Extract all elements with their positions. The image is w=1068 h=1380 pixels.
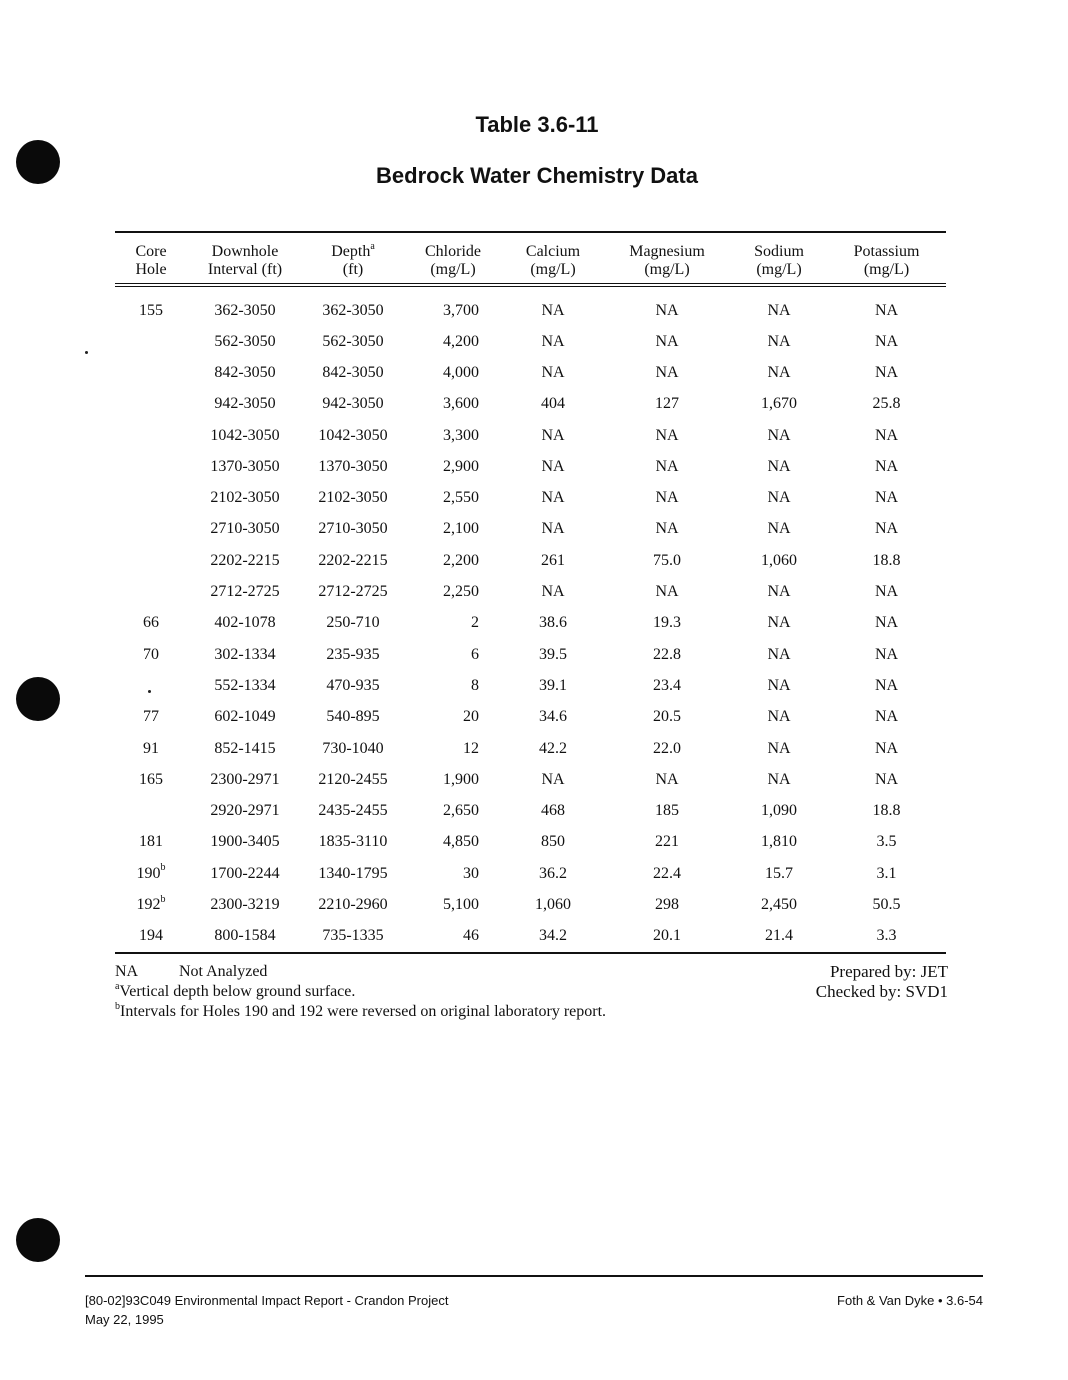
- column-header: [731, 232, 827, 285]
- cell-sodium: NA: [767, 363, 791, 381]
- column-header-line1: Potassium: [853, 243, 920, 260]
- cell-calcium: NA: [541, 363, 565, 381]
- cell-depth: 2202-2215: [318, 551, 388, 569]
- column-header-line1: Depth: [331, 243, 371, 260]
- cell-calcium: 34.6: [539, 708, 567, 726]
- column-header: [303, 232, 403, 285]
- cell-core-hole: [115, 420, 187, 451]
- column-header-line2: (ft): [342, 261, 364, 278]
- cell-sodium: 2,450: [761, 895, 797, 913]
- cell-core-hole: [115, 451, 187, 482]
- column-header-line1: Chloride: [425, 243, 481, 260]
- cell-magnesium: 20.1: [603, 921, 731, 953]
- cell-depth: 235-935: [326, 645, 380, 663]
- core-hole-value: 190: [136, 864, 161, 882]
- cell-potassium: 18.8: [872, 551, 901, 569]
- cell-sodium: NA: [767, 645, 791, 663]
- cell-potassium: NA: [874, 520, 899, 538]
- cell-magnesium: NA: [655, 520, 679, 538]
- cell-interval: 2920-2971: [210, 802, 280, 820]
- cell-calcium: 38.6: [539, 614, 567, 632]
- cell-core-hole: [115, 858, 187, 889]
- cell-chloride: 3,700: [443, 301, 479, 319]
- cell-potassium: NA: [874, 676, 899, 694]
- cell-interval: 302-1334: [214, 645, 276, 663]
- cell-interval: 2712-2725: [210, 583, 280, 601]
- cell-core-hole: [115, 514, 187, 545]
- cell-potassium: 25.8: [872, 395, 901, 413]
- cell-sodium: NA: [767, 489, 791, 507]
- table-row: [115, 285, 946, 326]
- cell-interval: 1042-3050: [210, 426, 280, 444]
- cell-sodium: NA: [767, 614, 791, 632]
- cell-chloride: 3,300: [443, 426, 479, 444]
- cell-potassium: NA: [874, 457, 899, 475]
- column-header: [603, 232, 731, 285]
- table-row: [115, 889, 946, 920]
- cell-depth: 942-3050: [322, 395, 384, 413]
- cell-depth: 1370-3050: [318, 457, 388, 475]
- table-row: [115, 608, 946, 639]
- cell-magnesium: 127: [655, 395, 679, 413]
- cell-depth: 842-3050: [322, 363, 384, 381]
- cell-chloride: 2: [471, 614, 479, 632]
- cell-interval: 602-1049: [214, 708, 276, 726]
- core-hole-value: 155: [139, 301, 163, 319]
- note-b-mark: b: [115, 1000, 120, 1012]
- cell-calcium: 261: [541, 551, 565, 569]
- column-header: [187, 232, 303, 285]
- cell-depth: 540-895: [326, 708, 380, 726]
- cell-core-hole: [115, 827, 187, 858]
- signoff-block: [816, 962, 948, 1002]
- cell-core-hole: [115, 702, 187, 733]
- column-header: [403, 232, 503, 285]
- table-row: [115, 921, 946, 953]
- cell-sodium: NA: [767, 770, 791, 788]
- cell-sodium: NA: [767, 676, 791, 694]
- cell-depth: 730-1040: [322, 739, 384, 757]
- cell-calcium: NA: [541, 426, 565, 444]
- column-header-line1: Downhole: [211, 243, 279, 260]
- note-a-text: Vertical depth below ground surface.: [119, 983, 356, 1000]
- cell-potassium: NA: [874, 426, 899, 444]
- cell-chloride: 8: [471, 676, 479, 694]
- cell-potassium: NA: [874, 708, 899, 726]
- table-row: [115, 858, 946, 889]
- cell-interval: 1370-3050: [210, 457, 280, 475]
- core-hole-value: 194: [139, 927, 163, 945]
- table-row: [115, 357, 946, 388]
- cell-depth: 1042-3050: [318, 426, 388, 444]
- cell-magnesium: NA: [655, 363, 679, 381]
- cell-interval: 562-3050: [214, 332, 276, 350]
- cell-interval: 852-1415: [214, 739, 276, 757]
- cell-chloride: 20: [463, 708, 479, 726]
- table-row: [115, 482, 946, 513]
- cell-potassium: NA: [874, 583, 899, 601]
- table-row: [115, 545, 946, 576]
- cell-potassium: NA: [874, 363, 899, 381]
- footer-left: [85, 1291, 448, 1329]
- table-subtitle: Bedrock Water Chemistry Data: [376, 163, 698, 188]
- cell-calcium: NA: [541, 520, 565, 538]
- cell-potassium: NA: [874, 739, 899, 757]
- cell-sodium: 15.7: [765, 864, 793, 882]
- cell-depth: 562-3050: [322, 332, 384, 350]
- cell-depth: 1835-3110: [318, 833, 388, 851]
- cell-calcium: 39.1: [539, 676, 567, 694]
- table-notes: [115, 962, 606, 1022]
- cell-core-hole: [115, 764, 187, 795]
- cell-depth: 362-3050: [322, 301, 384, 319]
- cell-magnesium: 22.8: [653, 645, 681, 663]
- cell-chloride: 2,100: [443, 520, 479, 538]
- cell-magnesium: NA: [655, 301, 679, 319]
- cell-core-hole: [115, 576, 187, 607]
- table-row: [115, 670, 946, 701]
- column-header-line2: Hole: [135, 261, 167, 278]
- footer-date: May 22, 1995: [85, 1312, 164, 1327]
- cell-core-hole: [115, 357, 187, 388]
- cell-calcium: NA: [541, 489, 565, 507]
- cell-potassium: 3.1: [876, 864, 897, 882]
- cell-potassium: NA: [874, 301, 899, 319]
- core-hole-footnote-mark: b: [160, 893, 166, 905]
- cell-chloride: 1,900: [443, 770, 479, 788]
- prepared-by: Prepared by: JET: [829, 962, 948, 981]
- cell-sodium: 1,060: [761, 551, 797, 569]
- column-header-line2: (mg/L): [644, 261, 690, 278]
- cell-chloride: 5,100: [443, 895, 479, 913]
- column-header-line1: Sodium: [754, 243, 804, 260]
- cell-interval: 2102-3050: [210, 489, 280, 507]
- punch-hole-middle: [16, 677, 60, 721]
- cell-sodium: NA: [767, 301, 791, 319]
- cell-depth: 735-1335: [303, 921, 403, 953]
- cell-potassium: NA: [874, 645, 899, 663]
- cell-depth: 250-710: [326, 614, 380, 632]
- cell-depth: 2710-3050: [318, 520, 388, 538]
- cell-calcium: 39.5: [539, 645, 567, 663]
- table-header-row: [115, 232, 946, 285]
- note-a-mark: a: [115, 980, 120, 992]
- cell-potassium: NA: [874, 770, 899, 788]
- cell-depth: 470-935: [326, 676, 380, 694]
- cell-depth: 2435-2455: [318, 802, 388, 820]
- cell-interval: 402-1078: [214, 614, 276, 632]
- cell-sodium: 1,670: [761, 395, 797, 413]
- core-hole-value: 77: [143, 708, 159, 726]
- cell-interval: 2710-3050: [210, 520, 280, 538]
- cell-interval: 2202-2215: [210, 551, 280, 569]
- punch-hole-bottom: [16, 1218, 60, 1262]
- cell-magnesium: 22.0: [653, 739, 681, 757]
- cell-magnesium: NA: [655, 770, 679, 788]
- cell-sodium: NA: [767, 520, 791, 538]
- column-header-line1: Calcium: [525, 243, 581, 260]
- footer-doc-code: [80-02]93C049 Environmental Impact Report - Crandon Project: [85, 1293, 449, 1308]
- cell-depth: 2210-2960: [318, 895, 388, 913]
- footer-page-id: Foth & Van Dyke • 3.6-54: [837, 1293, 983, 1308]
- cell-chloride: 2,550: [443, 489, 479, 507]
- cell-calcium: NA: [541, 770, 565, 788]
- cell-chloride: 2,200: [443, 551, 479, 569]
- column-header: [503, 232, 603, 285]
- cell-chloride: 46: [403, 921, 503, 953]
- cell-core-hole: [115, 921, 187, 953]
- core-hole-value: 66: [143, 614, 159, 632]
- cell-sodium: 1,810: [761, 833, 797, 851]
- note-a: [115, 982, 606, 1002]
- cell-calcium: 1,060: [535, 895, 571, 913]
- table-row: [115, 764, 946, 795]
- cell-sodium: NA: [767, 739, 791, 757]
- cell-core-hole: [115, 795, 187, 826]
- note-b: [115, 1002, 606, 1022]
- cell-calcium: 404: [541, 395, 565, 413]
- column-header-line2: (mg/L): [756, 261, 802, 278]
- cell-interval: 552-1334: [214, 676, 276, 694]
- cell-interval: 2300-3219: [210, 895, 280, 913]
- cell-calcium: 36.2: [539, 864, 567, 882]
- cell-calcium: 42.2: [539, 739, 567, 757]
- cell-magnesium: 23.4: [653, 676, 681, 694]
- cell-sodium: NA: [767, 332, 791, 350]
- note-na: [115, 962, 606, 982]
- cell-magnesium: 221: [655, 833, 679, 851]
- cell-chloride: 12: [463, 739, 479, 757]
- checked-by: Checked by: SVD1: [815, 982, 948, 1001]
- cell-potassium: 3.3: [827, 921, 946, 953]
- cell-potassium: 18.8: [872, 802, 901, 820]
- column-header-line1: Core: [135, 243, 167, 260]
- cell-potassium: NA: [874, 614, 899, 632]
- column-header-line2: (mg/L): [530, 261, 576, 278]
- core-hole-value: 192: [136, 895, 161, 913]
- cell-sodium: NA: [767, 457, 791, 475]
- cell-chloride: 6: [471, 645, 479, 663]
- cell-magnesium: NA: [655, 457, 679, 475]
- cell-interval: 362-3050: [214, 301, 276, 319]
- column-header-line2: (mg/L): [430, 261, 476, 278]
- core-hole-footnote-mark: b: [160, 862, 166, 874]
- core-hole-value: 91: [143, 739, 159, 757]
- table-row: [115, 733, 946, 764]
- core-hole-value: 181: [139, 833, 163, 851]
- cell-interval: 942-3050: [214, 395, 276, 413]
- column-header-line1: Magnesium: [629, 243, 705, 260]
- table-row: [115, 451, 946, 482]
- cell-magnesium: 22.4: [653, 864, 681, 882]
- cell-calcium: NA: [541, 583, 565, 601]
- footer-divider: [85, 1275, 983, 1277]
- cell-magnesium: 75.0: [653, 551, 681, 569]
- cell-magnesium: 298: [655, 895, 679, 913]
- note-na-abbr: NA: [115, 963, 139, 980]
- cell-depth: 2102-3050: [318, 489, 388, 507]
- cell-sodium: NA: [767, 426, 791, 444]
- cell-core-hole: [115, 285, 187, 326]
- cell-calcium: NA: [541, 457, 565, 475]
- cell-chloride: 2,250: [443, 583, 479, 601]
- cell-depth: 2712-2725: [318, 583, 388, 601]
- column-header-line2: (mg/L): [863, 261, 910, 278]
- cell-core-hole: [115, 733, 187, 764]
- cell-core-hole: [115, 639, 187, 670]
- cell-magnesium: NA: [655, 489, 679, 507]
- table-row: [115, 827, 946, 858]
- cell-magnesium: NA: [655, 332, 679, 350]
- cell-calcium: 468: [541, 802, 565, 820]
- cell-chloride: 3,600: [443, 395, 479, 413]
- cell-magnesium: 20.5: [653, 708, 681, 726]
- cell-core-hole: [115, 326, 187, 357]
- table-row: [115, 795, 946, 826]
- cell-interval: 800-1584: [187, 921, 303, 953]
- cell-potassium: NA: [874, 332, 899, 350]
- cell-interval: 1700-2244: [210, 864, 280, 882]
- cell-depth: 1340-1795: [318, 864, 388, 882]
- cell-interval: 842-3050: [214, 363, 276, 381]
- core-hole-value: 165: [139, 770, 163, 788]
- cell-calcium: NA: [541, 301, 565, 319]
- cell-potassium: NA: [874, 489, 899, 507]
- table-row: [115, 420, 946, 451]
- cell-sodium: NA: [767, 708, 791, 726]
- cell-core-hole: [115, 608, 187, 639]
- cell-potassium: 50.5: [872, 895, 901, 913]
- cell-calcium: 850: [541, 833, 565, 851]
- cell-interval: 2300-2971: [210, 770, 280, 788]
- cell-calcium: NA: [541, 332, 565, 350]
- table-row: [115, 326, 946, 357]
- column-header: [115, 232, 187, 285]
- cell-calcium: 34.2: [503, 921, 603, 953]
- cell-core-hole: [115, 670, 187, 701]
- table-row: [115, 702, 946, 733]
- table-row: [115, 639, 946, 670]
- column-header-line2: Interval (ft): [207, 261, 283, 278]
- cell-potassium: 3.5: [876, 833, 897, 851]
- core-hole-value: 70: [143, 645, 159, 663]
- column-header-footnote-mark: a: [370, 240, 375, 252]
- cell-interval: 1900-3405: [210, 833, 280, 851]
- cell-magnesium: 185: [655, 802, 679, 820]
- cell-magnesium: 19.3: [653, 614, 681, 632]
- table-body: [115, 285, 946, 953]
- table-row: [115, 576, 946, 607]
- table-row: [115, 389, 946, 420]
- table-row: [115, 514, 946, 545]
- chemistry-table: [115, 231, 946, 954]
- cell-core-hole: [115, 545, 187, 576]
- cell-core-hole: [115, 389, 187, 420]
- cell-core-hole: [115, 482, 187, 513]
- cell-chloride: 4,000: [443, 363, 479, 381]
- cell-chloride: 2,900: [443, 457, 479, 475]
- cell-depth: 2120-2455: [318, 770, 388, 788]
- note-b-text: Intervals for Holes 190 and 192 were reversed on original laboratory report.: [120, 1003, 607, 1020]
- cell-magnesium: NA: [655, 426, 679, 444]
- cell-sodium: NA: [767, 583, 791, 601]
- cell-magnesium: NA: [655, 583, 679, 601]
- table-title: Table 3.6-11: [475, 112, 599, 137]
- cell-sodium: 1,090: [761, 802, 797, 820]
- cell-sodium: 21.4: [731, 921, 827, 953]
- column-header: [827, 232, 946, 285]
- cell-chloride: 30: [463, 864, 479, 882]
- note-na-text: Not Analyzed: [179, 963, 268, 980]
- cell-chloride: 4,200: [443, 332, 479, 350]
- cell-chloride: 2,650: [443, 802, 479, 820]
- cell-core-hole: [115, 889, 187, 920]
- cell-chloride: 4,850: [443, 833, 479, 851]
- scan-speck: [85, 351, 88, 354]
